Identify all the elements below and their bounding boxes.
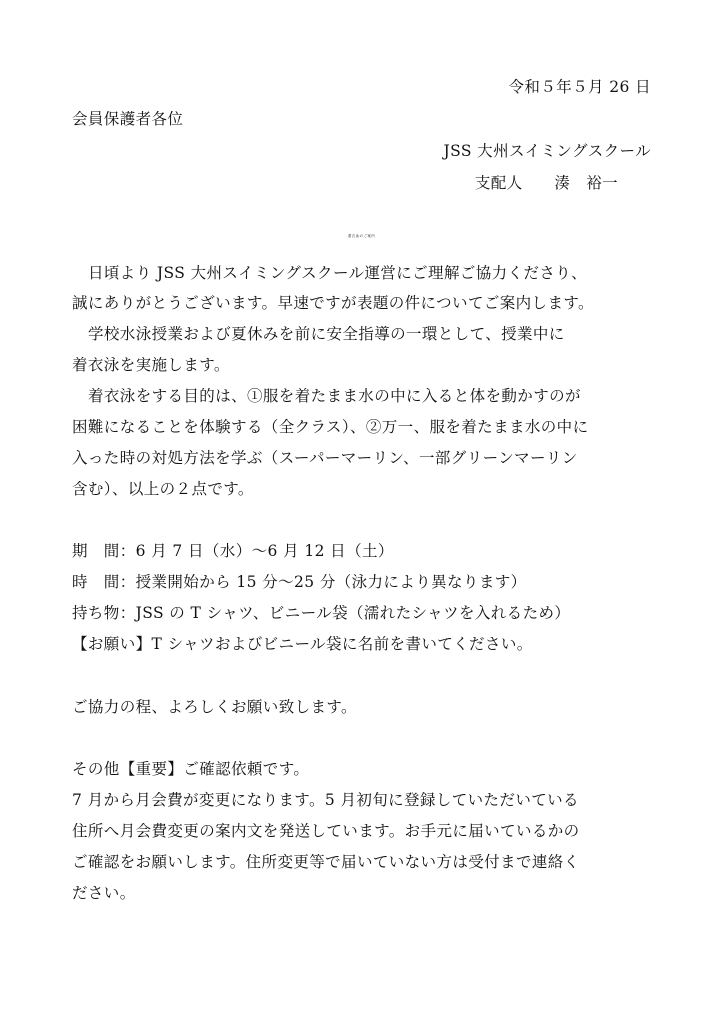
body-line: 学校水泳授業および夏休みを前に安全指導の一環として、授業中に (88, 325, 565, 343)
date-line: 令和５年５月 26 日 (508, 78, 651, 96)
body-line: 誠にありがとうございます。早速ですが表題の件についてご案内します。 (72, 294, 594, 312)
body-line: 困難になることを体験する（全クラス）、②万一、服を着たまま水の中に (72, 418, 589, 436)
document-title: 着衣泳のご案内 (347, 234, 376, 238)
other-line: ご確認をお願いします。住所変更等で届いていない方は受付まで連絡く (72, 853, 580, 871)
body-line: 入った時の対処方法を学ぶ（スーパーマーリン、一部グリーンマーリン (72, 449, 578, 467)
recipient-line: 会員保護者各位 (72, 110, 184, 128)
body-line: 着衣泳を実施します。 (72, 356, 230, 374)
other-line: ださい。 (72, 884, 136, 902)
body-line: 着衣泳をする目的は、①服を着たまま水の中に入ると体を動かすのが (88, 387, 581, 405)
detail-request: 【お願い】T シャツおよびビニール袋に名前を書いてください。 (72, 635, 533, 653)
body-line: 日頃より JSS 大州スイミングスクール運営にご理解ご協力くださり、 (88, 264, 588, 282)
detail-items: 持ち物：JSS の T シャツ、ビニール袋（濡れたシャツを入れるため） (72, 604, 571, 622)
sender-person: 支配人 湊 裕一 (474, 174, 618, 192)
body-line: 含む）、以上の２点です。 (72, 480, 254, 498)
other-line: 7 月から月会費が変更になります。5 月初旬に登録していただいている (72, 791, 579, 809)
detail-period: 期 間：6 月 7 日（水）～6 月 12 日（土） (72, 542, 394, 560)
sender-organization: JSS 大州スイミングスクール (443, 142, 651, 160)
other-heading: その他【重要】ご確認依頼です。 (72, 760, 310, 778)
detail-time: 時 間：授業開始から 15 分～25 分（泳力により異なります） (72, 573, 527, 591)
other-line: 住所へ月会費変更の案内文を発送しています。お手元に届いているかの (72, 822, 580, 840)
closing-line: ご協力の程、よろしくお願い致します。 (72, 698, 357, 716)
